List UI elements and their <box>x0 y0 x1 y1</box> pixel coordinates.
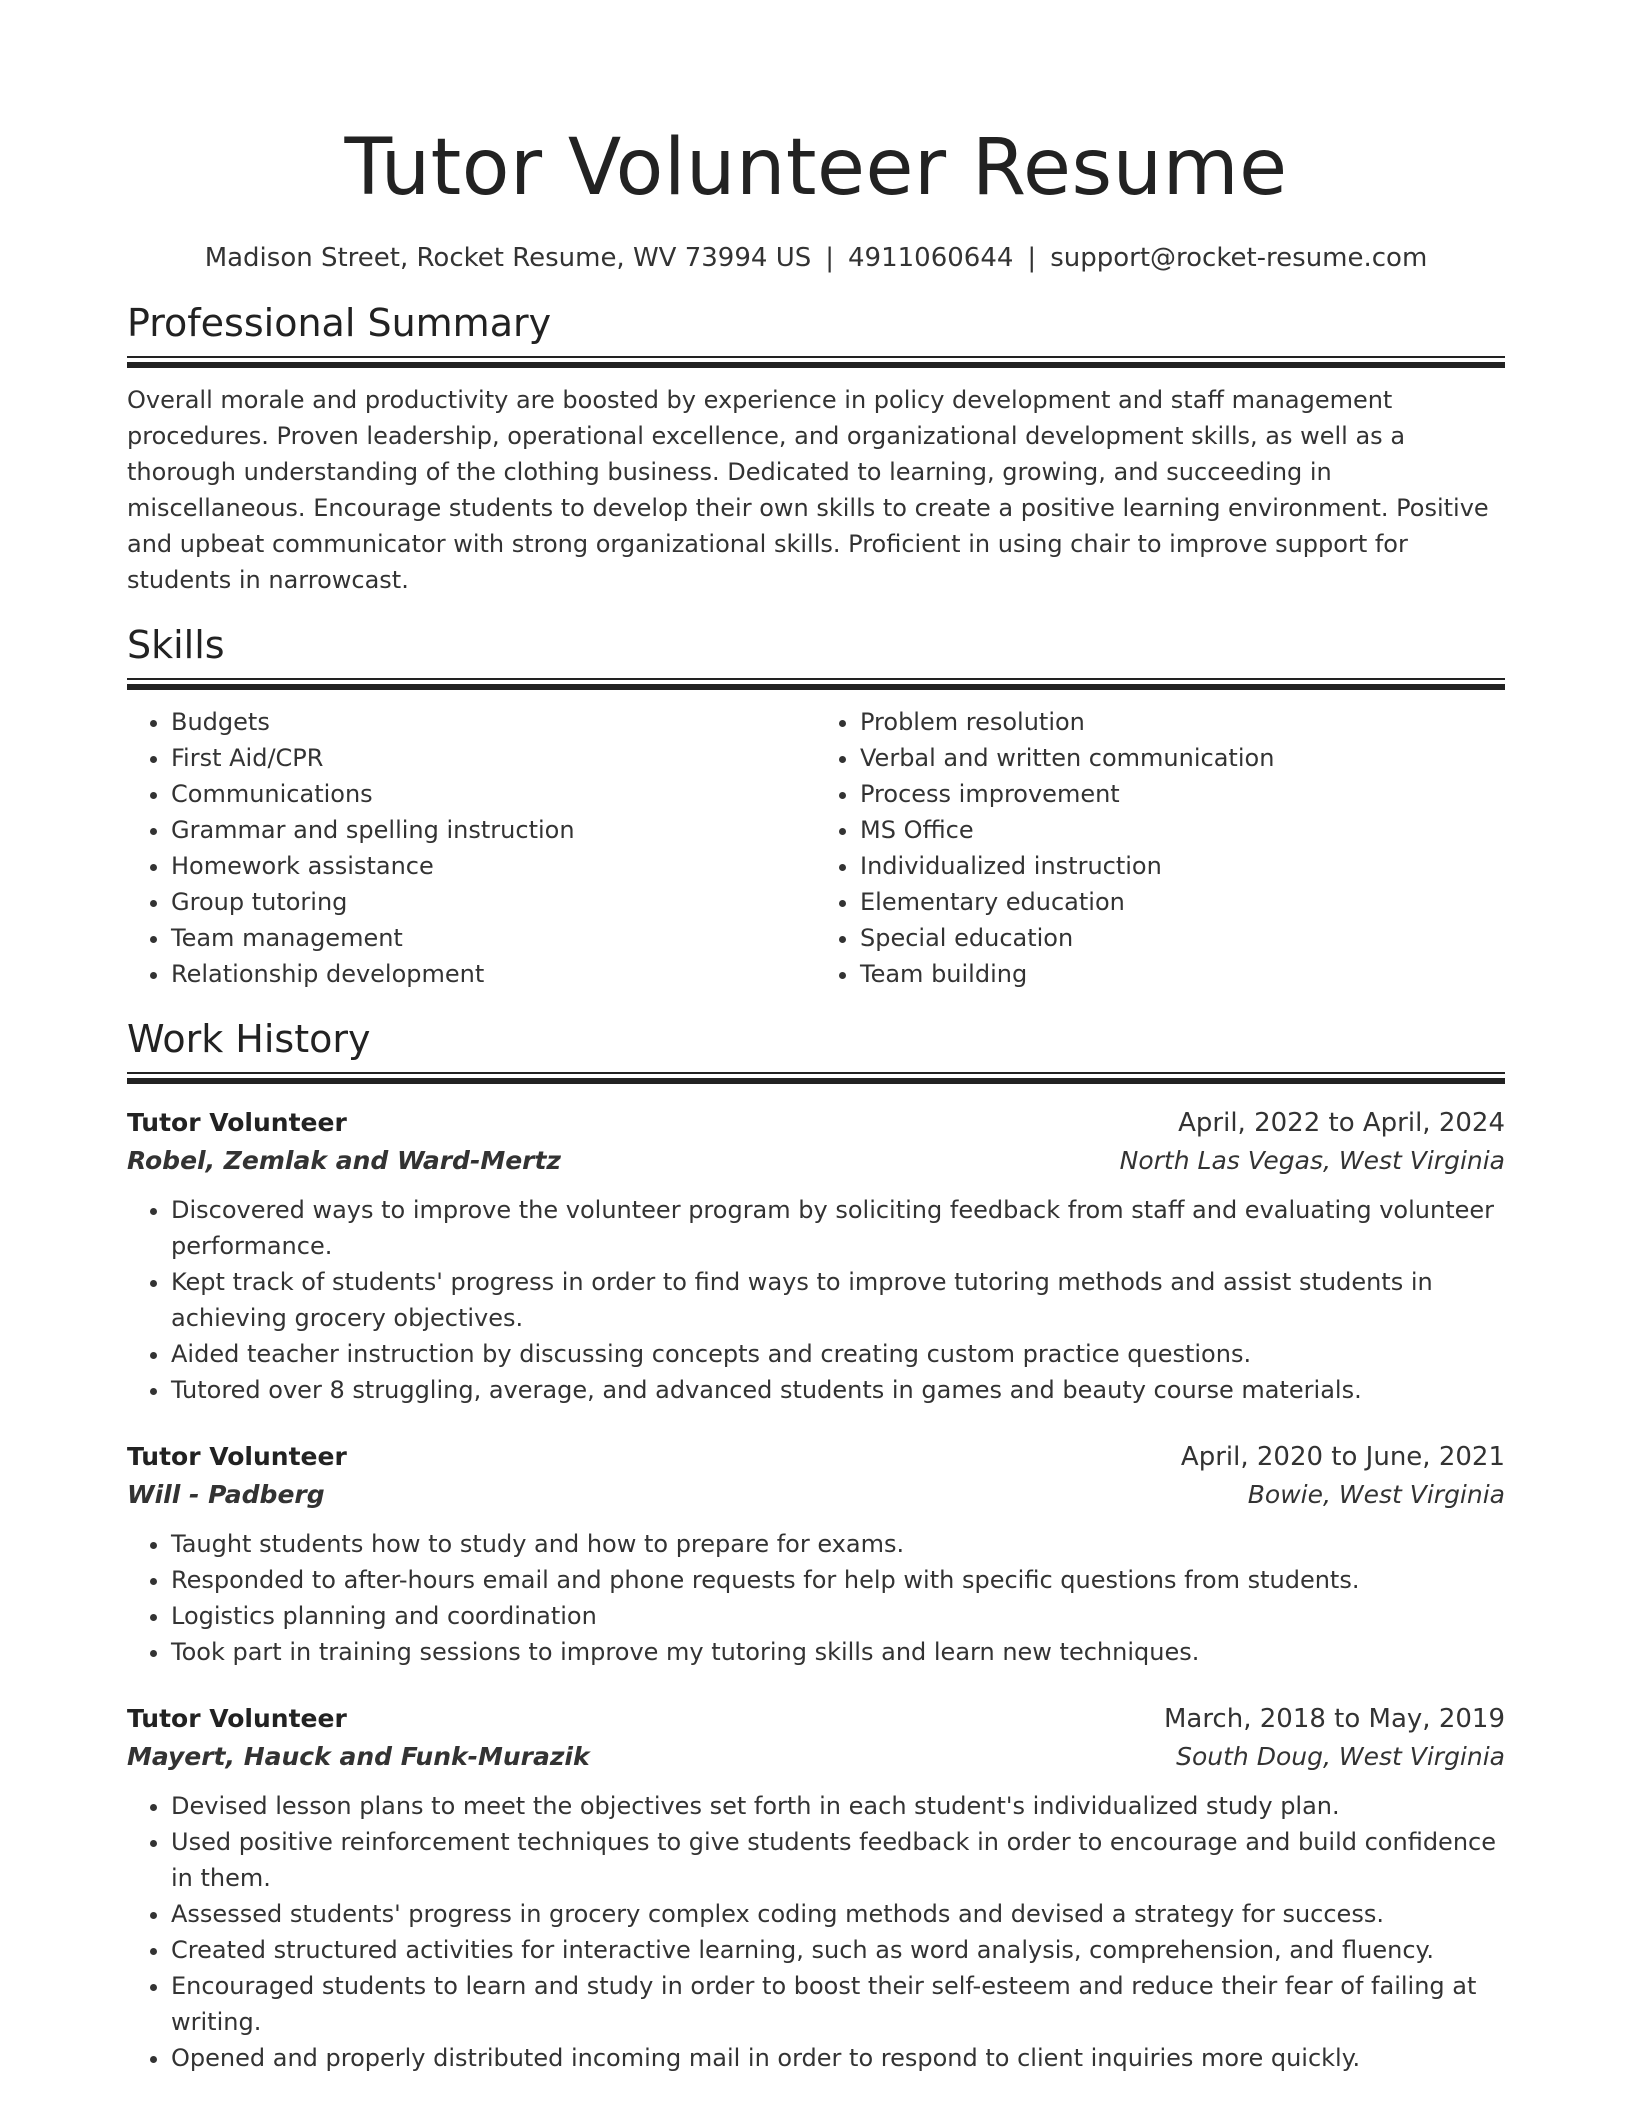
skill-item: • Verbal and written communication <box>860 740 1505 776</box>
job-header-row <box>127 1700 1505 1738</box>
skills-columns <box>127 704 1505 992</box>
duty-item: • Kept track of students' progress in order to find ways to improve tutoring methods and assist students in achieving grocery objectives. <box>171 1264 1505 1336</box>
duty-item: • Created structured activities for interactive learning, such as word analysis, comprehension, and fluency. <box>171 1932 1505 1968</box>
duty-item: • Assessed students' progress in grocery complex coding methods and devised a strategy for success. <box>171 1896 1505 1932</box>
duty-item: • Logistics planning and coordination <box>171 1598 1505 1634</box>
job-location: South Doug, West Virginia <box>1176 1742 1505 1771</box>
job-duties <box>127 1526 1505 1670</box>
job-header-row <box>127 1104 1505 1142</box>
job-entry <box>127 1700 1505 2076</box>
contact-separator: | <box>825 243 834 273</box>
skill-item: • Budgets <box>171 704 816 740</box>
work-history-heading: Work History <box>127 1017 371 1061</box>
skill-item: • Process improvement <box>860 776 1505 812</box>
duty-item: • Discovered ways to improve the volunteer program by soliciting feedback from staff and evaluating volunteer performance. <box>171 1192 1505 1264</box>
work-history-section <box>127 1014 1505 2076</box>
skill-item: • Team building <box>860 956 1505 992</box>
duty-item: • Responded to after-hours email and phone requests for help with specific questions from students. <box>171 1562 1505 1598</box>
job-company: Mayert, Hauck and Funk-Murazik <box>127 1742 590 1771</box>
summary-text: Overall morale and productivity are boosted by experience in policy development and staff management procedures. Proven leadership, operational excellence, and organizational development skills, as well as a thorough understanding of the clothing business. Dedicated to learning, growing, and succeeding in miscellaneous. Encourage students to develop their own skills to create a positive learning environment. Positive and upbeat communicator with strong organizational skills. Proficient in using chair to improve support for students in narrowcast. <box>127 386 1489 594</box>
job-duties <box>127 1192 1505 1408</box>
duty-item: • Took part in training sessions to improve my tutoring skills and learn new techniques. <box>171 1634 1505 1670</box>
skills-list-right <box>816 704 1505 992</box>
summary-section <box>127 298 1505 598</box>
job-entry <box>127 1438 1505 1670</box>
contact-address: Madison Street, Rocket Resume, WV 73994 US <box>204 243 812 273</box>
skills-list-left <box>127 704 816 992</box>
job-company-row <box>127 1476 1505 1514</box>
contact-email: support@rocket-resume.com <box>1050 243 1428 273</box>
skill-item: • Problem resolution <box>860 704 1505 740</box>
job-dates: March, 2018 to May, 2019 <box>1163 1704 1505 1734</box>
skill-item: • Grammar and spelling instruction <box>171 812 816 848</box>
job-header-row <box>127 1438 1505 1476</box>
job-company: Will - Padberg <box>127 1480 325 1509</box>
job-title: Tutor Volunteer <box>127 1704 347 1733</box>
duty-item: • Encouraged students to learn and study in order to boost their self-esteem and reduce their fear of failing at writing. <box>171 1968 1505 2040</box>
job-entry <box>127 1104 1505 1408</box>
skill-item: • Communications <box>171 776 816 812</box>
skill-item: • Relationship development <box>171 956 816 992</box>
job-location: North Las Vegas, West Virginia <box>1119 1146 1505 1175</box>
skill-item: • Homework assistance <box>171 848 816 884</box>
skills-heading: Skills <box>127 623 225 667</box>
job-title: Tutor Volunteer <box>127 1442 347 1471</box>
skills-section <box>127 620 1505 992</box>
contact-phone: 4911060644 <box>848 243 1014 273</box>
duty-item: • Devised lesson plans to meet the objectives set forth in each student's individualized study plan. <box>171 1788 1505 1824</box>
section-divider <box>127 1072 1505 1084</box>
duty-item: • Used positive reinforcement techniques to give students feedback in order to encourage and build confidence in them. <box>171 1824 1505 1896</box>
job-duties <box>127 1788 1505 2076</box>
job-location: Bowie, West Virginia <box>1247 1480 1505 1509</box>
duty-item: • Taught students how to study and how to prepare for exams. <box>171 1526 1505 1562</box>
section-divider <box>127 356 1505 368</box>
skill-item: • Group tutoring <box>171 884 816 920</box>
job-company-row <box>127 1142 1505 1180</box>
section-divider <box>127 678 1505 690</box>
skill-item: • Team management <box>171 920 816 956</box>
job-company-row <box>127 1738 1505 1776</box>
resume-title: Tutor Volunteer Resume <box>344 123 1288 213</box>
skill-item: • Special education <box>860 920 1505 956</box>
skill-item: • First Aid/CPR <box>171 740 816 776</box>
duty-item: • Aided teacher instruction by discussing concepts and creating custom practice questions. <box>171 1336 1505 1372</box>
job-dates: April, 2020 to June, 2021 <box>1180 1442 1505 1472</box>
skill-item: • Elementary education <box>860 884 1505 920</box>
job-title: Tutor Volunteer <box>127 1108 347 1137</box>
contact-separator: | <box>1027 243 1037 273</box>
skill-item: • MS Office <box>860 812 1505 848</box>
summary-heading: Professional Summary <box>127 301 552 345</box>
job-dates: April, 2022 to April, 2024 <box>1178 1108 1505 1138</box>
duty-item: • Opened and properly distributed incoming mail in order to respond to client inquiries more quickly. <box>171 2040 1505 2076</box>
job-company: Robel, Zemlak and Ward-Mertz <box>127 1146 561 1175</box>
skill-item: • Individualized instruction <box>860 848 1505 884</box>
duty-item: • Tutored over 8 struggling, average, and advanced students in games and beauty course materials. <box>171 1372 1505 1408</box>
contact-line <box>127 240 1505 276</box>
